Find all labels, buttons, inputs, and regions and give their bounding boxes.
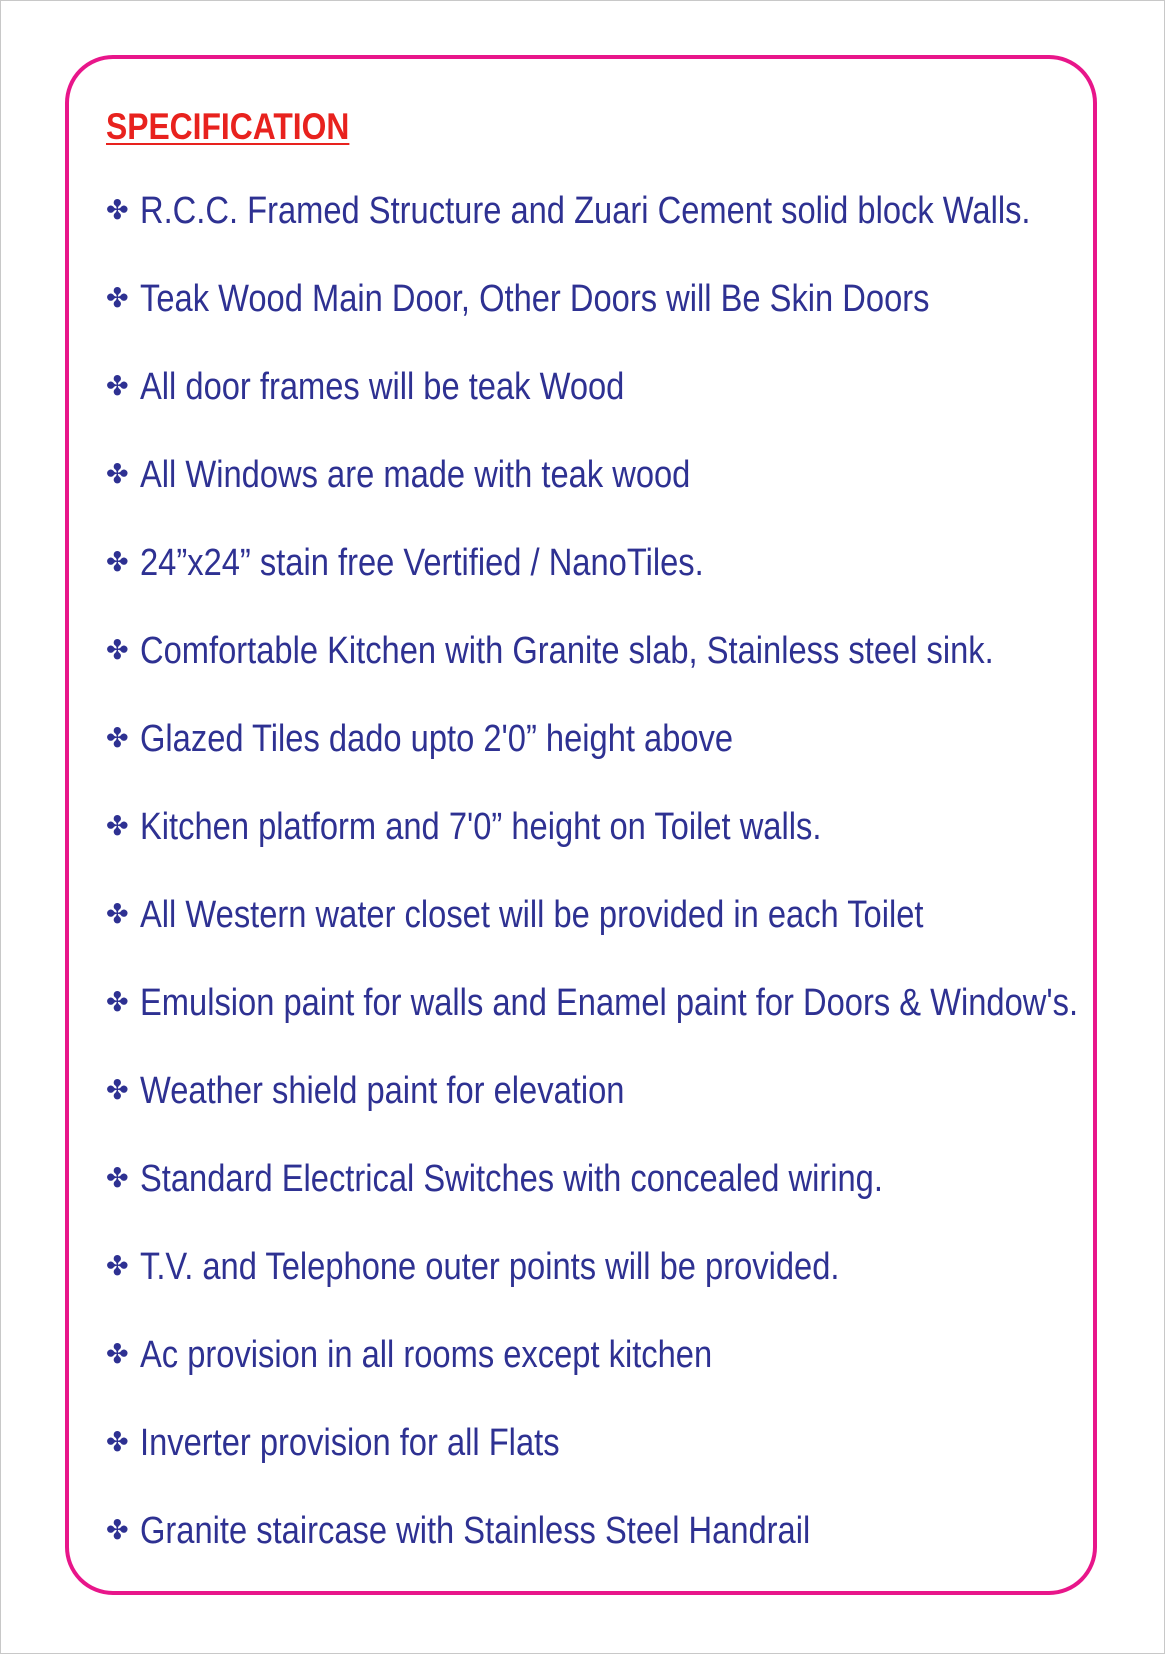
four-petal-flower-icon: ✤ — [106, 459, 129, 490]
four-petal-flower-icon: ✤ — [106, 899, 129, 930]
four-petal-flower-icon: ✤ — [106, 811, 129, 842]
list-item-text: Standard Electrical Switches with concealed wiring. — [140, 1158, 883, 1200]
four-petal-flower-icon: ✤ — [106, 1163, 129, 1194]
list-item-text: T.V. and Telephone outer points will be provided. — [140, 1246, 840, 1288]
list-item — [106, 1245, 1165, 1333]
list-item — [106, 981, 1165, 1069]
four-petal-flower-icon: ✤ — [106, 635, 129, 666]
list-item — [106, 277, 1165, 365]
list-item — [106, 1333, 1165, 1421]
four-petal-flower-icon: ✤ — [106, 987, 129, 1018]
list-item — [106, 541, 1165, 629]
list-item-text: All Windows are made with teak wood — [140, 454, 691, 496]
list-item — [106, 365, 1165, 453]
list-item-text: Comfortable Kitchen with Granite slab, Stainless steel sink. — [140, 630, 994, 672]
four-petal-flower-icon: ✤ — [106, 1427, 129, 1458]
list-item — [106, 453, 1165, 541]
list-item — [106, 717, 1165, 805]
list-item-text: All door frames will be teak Wood — [140, 366, 625, 408]
list-item-text: 24”x24” stain free Vertified / NanoTiles. — [140, 542, 704, 584]
four-petal-flower-icon: ✤ — [106, 1251, 129, 1282]
list-item-text: Ac provision in all rooms except kitchen — [140, 1334, 713, 1376]
four-petal-flower-icon: ✤ — [106, 547, 129, 578]
list-item — [106, 1421, 1165, 1509]
four-petal-flower-icon: ✤ — [106, 1515, 129, 1546]
list-item-text: Teak Wood Main Door, Other Doors will Be Skin Doors — [140, 278, 930, 320]
specification-title: SPECIFICATION — [106, 106, 350, 147]
list-item-text: Granite staircase with Stainless Steel Handrail — [140, 1510, 811, 1552]
four-petal-flower-icon: ✤ — [106, 1339, 129, 1370]
four-petal-flower-icon: ✤ — [106, 283, 129, 314]
list-item — [106, 805, 1165, 893]
list-item-text: R.C.C. Framed Structure and Zuari Cement solid block Walls. — [140, 190, 1031, 232]
list-item-text: Weather shield paint for elevation — [140, 1070, 625, 1112]
list-item — [106, 893, 1165, 981]
list-item-text: Inverter provision for all Flats — [140, 1422, 560, 1464]
list-item-text: Emulsion paint for walls and Enamel paint for Doors & Window's. — [140, 982, 1079, 1024]
four-petal-flower-icon: ✤ — [106, 1075, 129, 1106]
four-petal-flower-icon: ✤ — [106, 371, 129, 402]
four-petal-flower-icon: ✤ — [106, 195, 129, 226]
list-item-text: All Western water closet will be provided in each Toilet — [140, 894, 924, 936]
list-item — [106, 189, 1165, 277]
list-item — [106, 1509, 1165, 1597]
specification-list — [106, 189, 1165, 1597]
list-item — [106, 1069, 1165, 1157]
list-item — [106, 629, 1165, 717]
list-item-text: Glazed Tiles dado upto 2'0” height above — [140, 718, 734, 760]
four-petal-flower-icon: ✤ — [106, 723, 129, 754]
list-item-text: Kitchen platform and 7'0” height on Toilet walls. — [140, 806, 822, 848]
list-item — [106, 1157, 1165, 1245]
